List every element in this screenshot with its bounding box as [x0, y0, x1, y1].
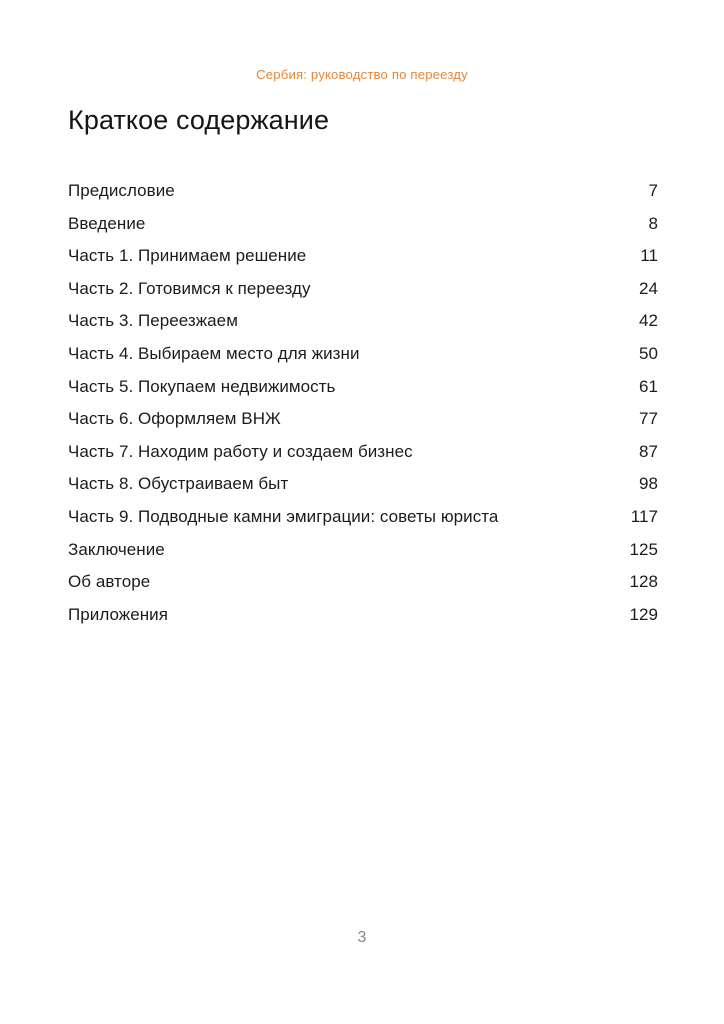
toc-entry-page-number: 11	[640, 246, 658, 266]
toc-entry-page-number: 129	[629, 604, 658, 624]
toc-entry[interactable]	[68, 507, 658, 540]
toc-entry-page-number: 77	[638, 409, 658, 429]
toc-entry[interactable]	[68, 181, 658, 214]
toc-entry-label: Часть 6. Оформляем ВНЖ	[68, 409, 281, 429]
toc-entry[interactable]	[68, 605, 658, 638]
toc-entry-page-number: 7	[648, 181, 658, 200]
toc-entry-page-number: 24	[638, 278, 658, 298]
toc-entry-label: Часть 2. Готовимся к переезду	[68, 278, 311, 298]
toc-entry-label: Часть 3. Переезжаем	[68, 311, 238, 331]
toc-entry-page-number: 125	[629, 539, 658, 559]
page-number: 3	[357, 929, 367, 946]
toc-entry-label: Часть 1. Принимаем решение	[68, 246, 307, 266]
toc-entry-label: Приложения	[68, 604, 168, 624]
toc-entry[interactable]	[68, 246, 658, 279]
toc-entry-page-number: 128	[629, 572, 658, 592]
toc-entry[interactable]	[68, 442, 658, 475]
toc-entry[interactable]	[68, 409, 658, 442]
toc-entry[interactable]	[68, 377, 658, 410]
toc-entry-page-number: 87	[638, 441, 658, 461]
toc-entry[interactable]	[68, 311, 658, 344]
toc-entry-label: Часть 8. Обустраиваем быт	[68, 474, 289, 494]
toc-entry-label: Часть 4. Выбираем место для жизни	[68, 343, 360, 363]
toc-entry-page-number: 61	[638, 376, 658, 396]
toc-entry-label: Часть 7. Находим работу и создаем бизнес	[68, 441, 413, 461]
toc-entry-label: Об авторе	[68, 572, 151, 592]
toc-entry-page-number: 42	[638, 311, 658, 331]
toc-entry[interactable]	[68, 344, 658, 377]
toc-entry[interactable]	[68, 572, 658, 605]
toc-entry[interactable]	[68, 474, 658, 507]
toc-entry-page-number: 117	[630, 506, 658, 526]
toc-entry[interactable]	[68, 540, 658, 573]
toc-entry[interactable]	[68, 279, 658, 312]
table-of-contents	[68, 181, 658, 637]
toc-entry-label: Предисловие	[68, 181, 175, 200]
toc-entry-label: Часть 5. Покупаем недвижимость	[68, 376, 336, 396]
toc-entry-page-number: 98	[638, 474, 658, 494]
toc-entry-label: Часть 9. Подводные камни эмиграции: советы юриста	[68, 506, 499, 526]
toc-entry-label: Введение	[68, 213, 146, 233]
toc-entry[interactable]	[68, 214, 658, 247]
running-header: Сербия: руководство по переезду	[256, 67, 468, 82]
page-title: Краткое содержание	[68, 105, 330, 135]
toc-entry-label: Заключение	[68, 539, 165, 559]
toc-entry-page-number: 8	[648, 213, 658, 233]
toc-entry-page-number: 50	[638, 343, 658, 363]
